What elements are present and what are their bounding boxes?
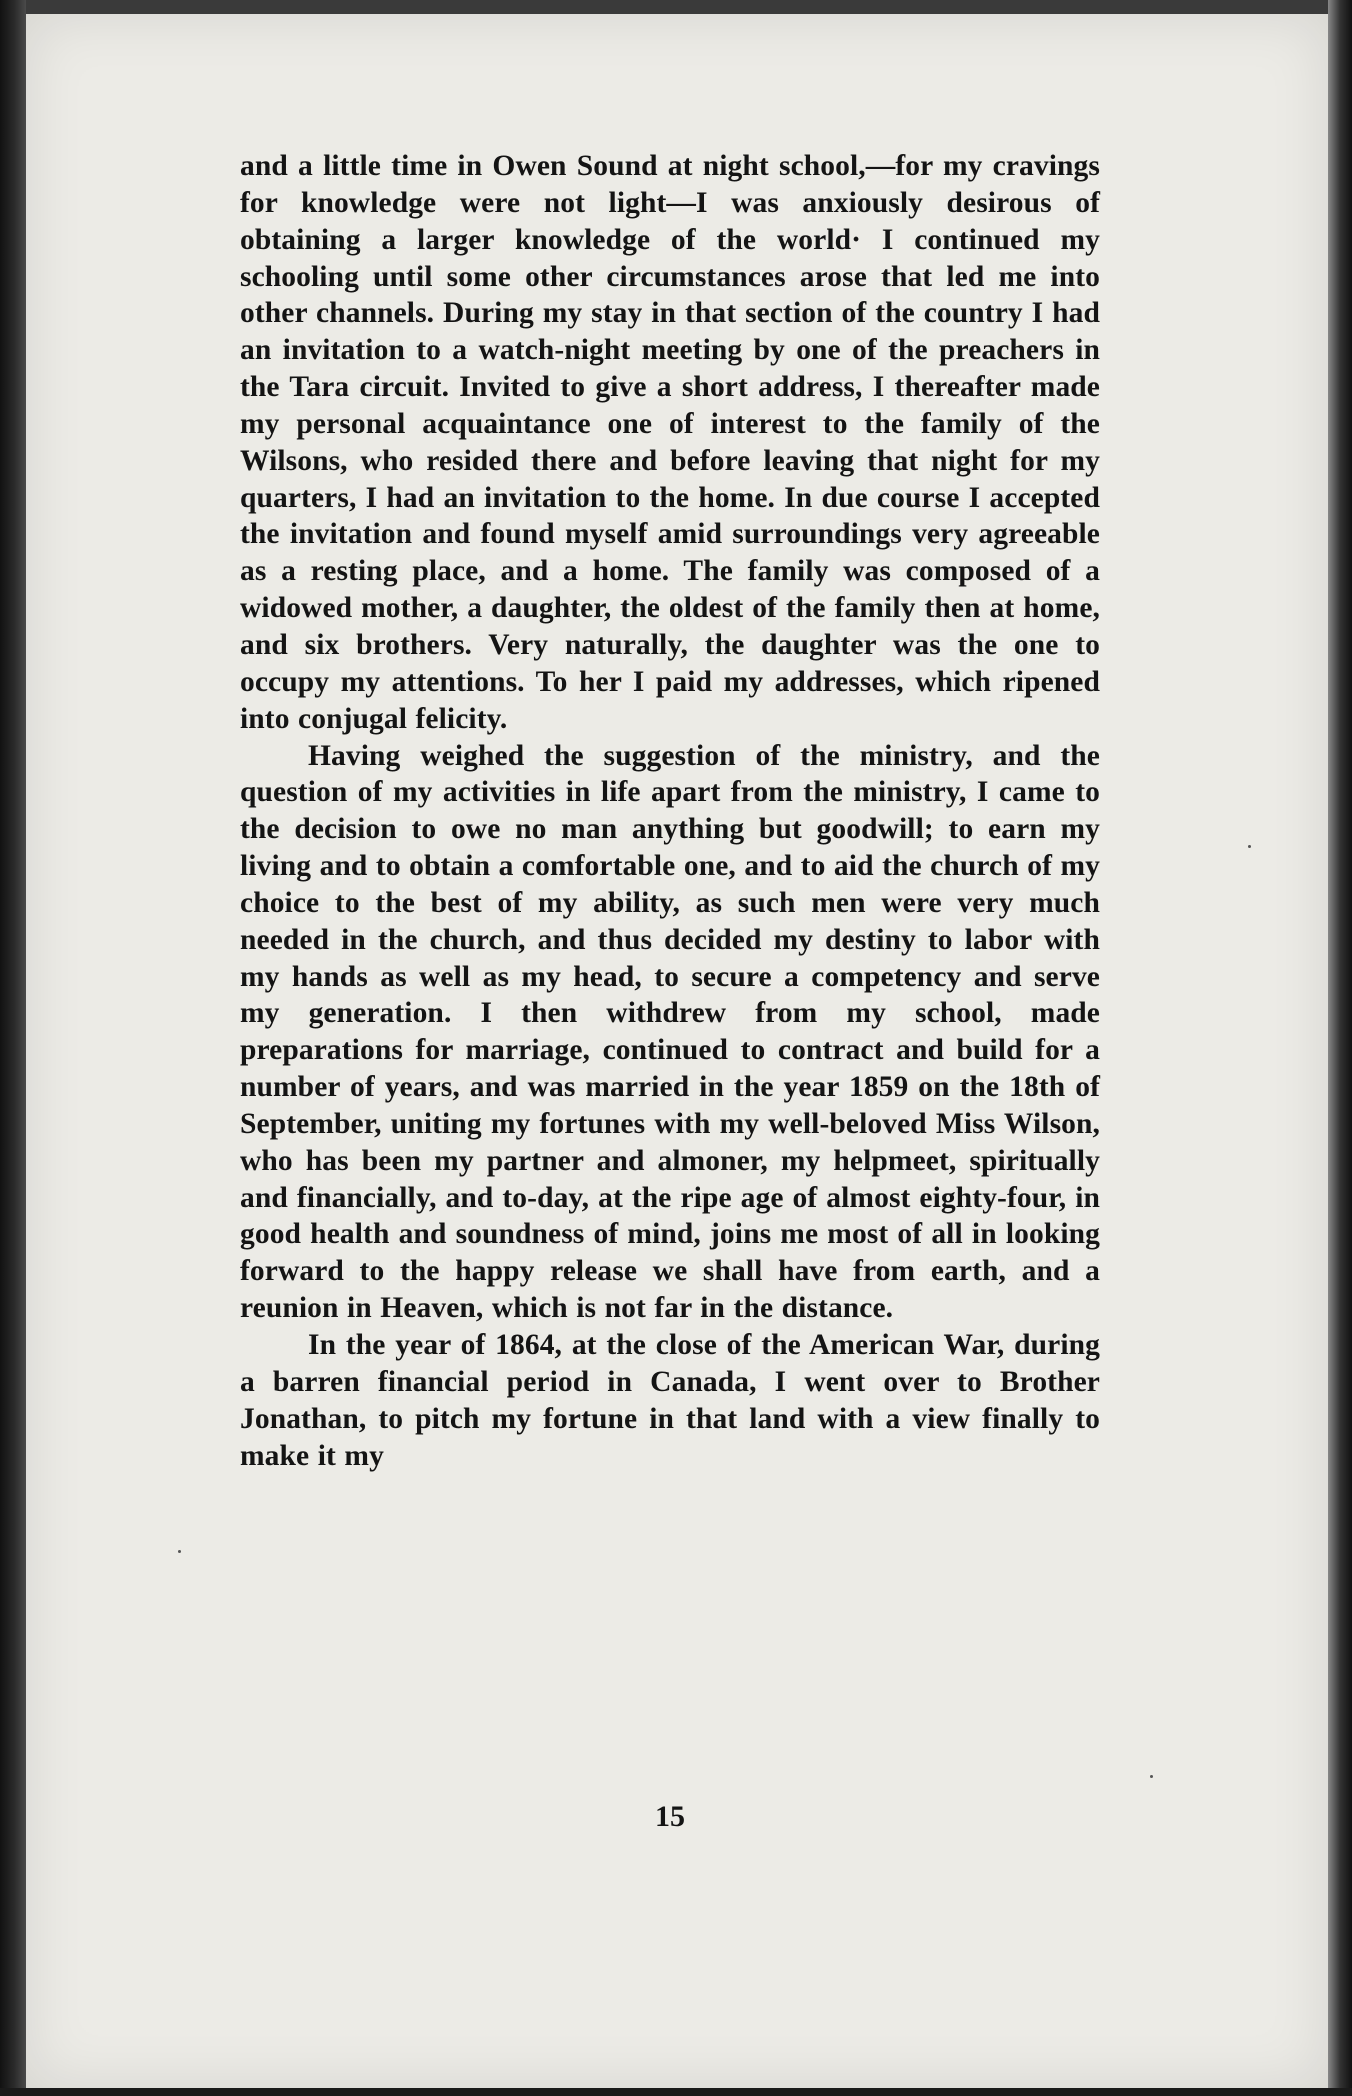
book-spine-shadow bbox=[0, 0, 26, 2096]
body-text bbox=[240, 148, 1100, 1474]
paragraph-2: Having weighed the suggestion of the ministry, and the question of my activities in life apart from the ministry, I came to the decision to owe no man anything but goodwill; to earn my living and to obtain a comfortable one, and to aid the church of my choice to the best of my ability, as such men were very much needed in the church, and thus decided my destiny to labor with my hands as well as my head, to secure a competency and serve my generation. I then withdrew from my school, made preparations for marriage, continued to contract and build for a number of years, and was married in the year 1859 on the 18th of September, uniting my fortunes with my well-beloved Miss Wilson, who has been my partner and almoner, my helpmeet, spiritually and financially, and to-day, at the ripe age of almost eighty-four, in good health and soundness of mind, joins me most of all in looking forward to the happy release we shall have from earth, and a reunion in Heaven, which is not far in the distance. bbox=[240, 739, 1100, 1325]
paper-speck bbox=[178, 1550, 181, 1553]
paper-speck bbox=[1248, 845, 1251, 848]
page-edge-shadow bbox=[1328, 0, 1352, 2096]
paragraph-3: In the year of 1864, at the close of the American War, during a barren financial period in Canada, I went over to Brother Jonathan, to pitch my fortune in that land with a view finally to make it my bbox=[240, 1329, 1100, 1472]
page-number: 15 bbox=[655, 1800, 685, 1833]
paper-speck bbox=[1150, 1775, 1153, 1778]
page-bottom-edge bbox=[0, 2088, 1352, 2096]
paragraph-1: and a little time in Owen Sound at night school,—for my cravings for knowledge were not light—I was anxiously desirous of obtaining a larger knowledge of the world· I continued my schooling until some other circumstances arose that led me into other channels. During my stay in that section of the country I had an invitation to a watch-night meeting by one of the preachers in the Tara circuit. Invited to give a short address, I thereafter made my personal acquaintance one of interest to the family of the Wilsons, who resided there and before leaving that night for my quarters, I had an invitation to the home. In due course I accepted the invitation and found myself amid surroundings very agreeable as a resting place, and a home. The family was composed of a widowed mother, a daughter, the oldest of the family then at home, and six brothers. Very naturally, the daughter was the one to occupy my attentions. To her I paid my addresses, which ripened into conjugal felicity. bbox=[240, 150, 1100, 735]
